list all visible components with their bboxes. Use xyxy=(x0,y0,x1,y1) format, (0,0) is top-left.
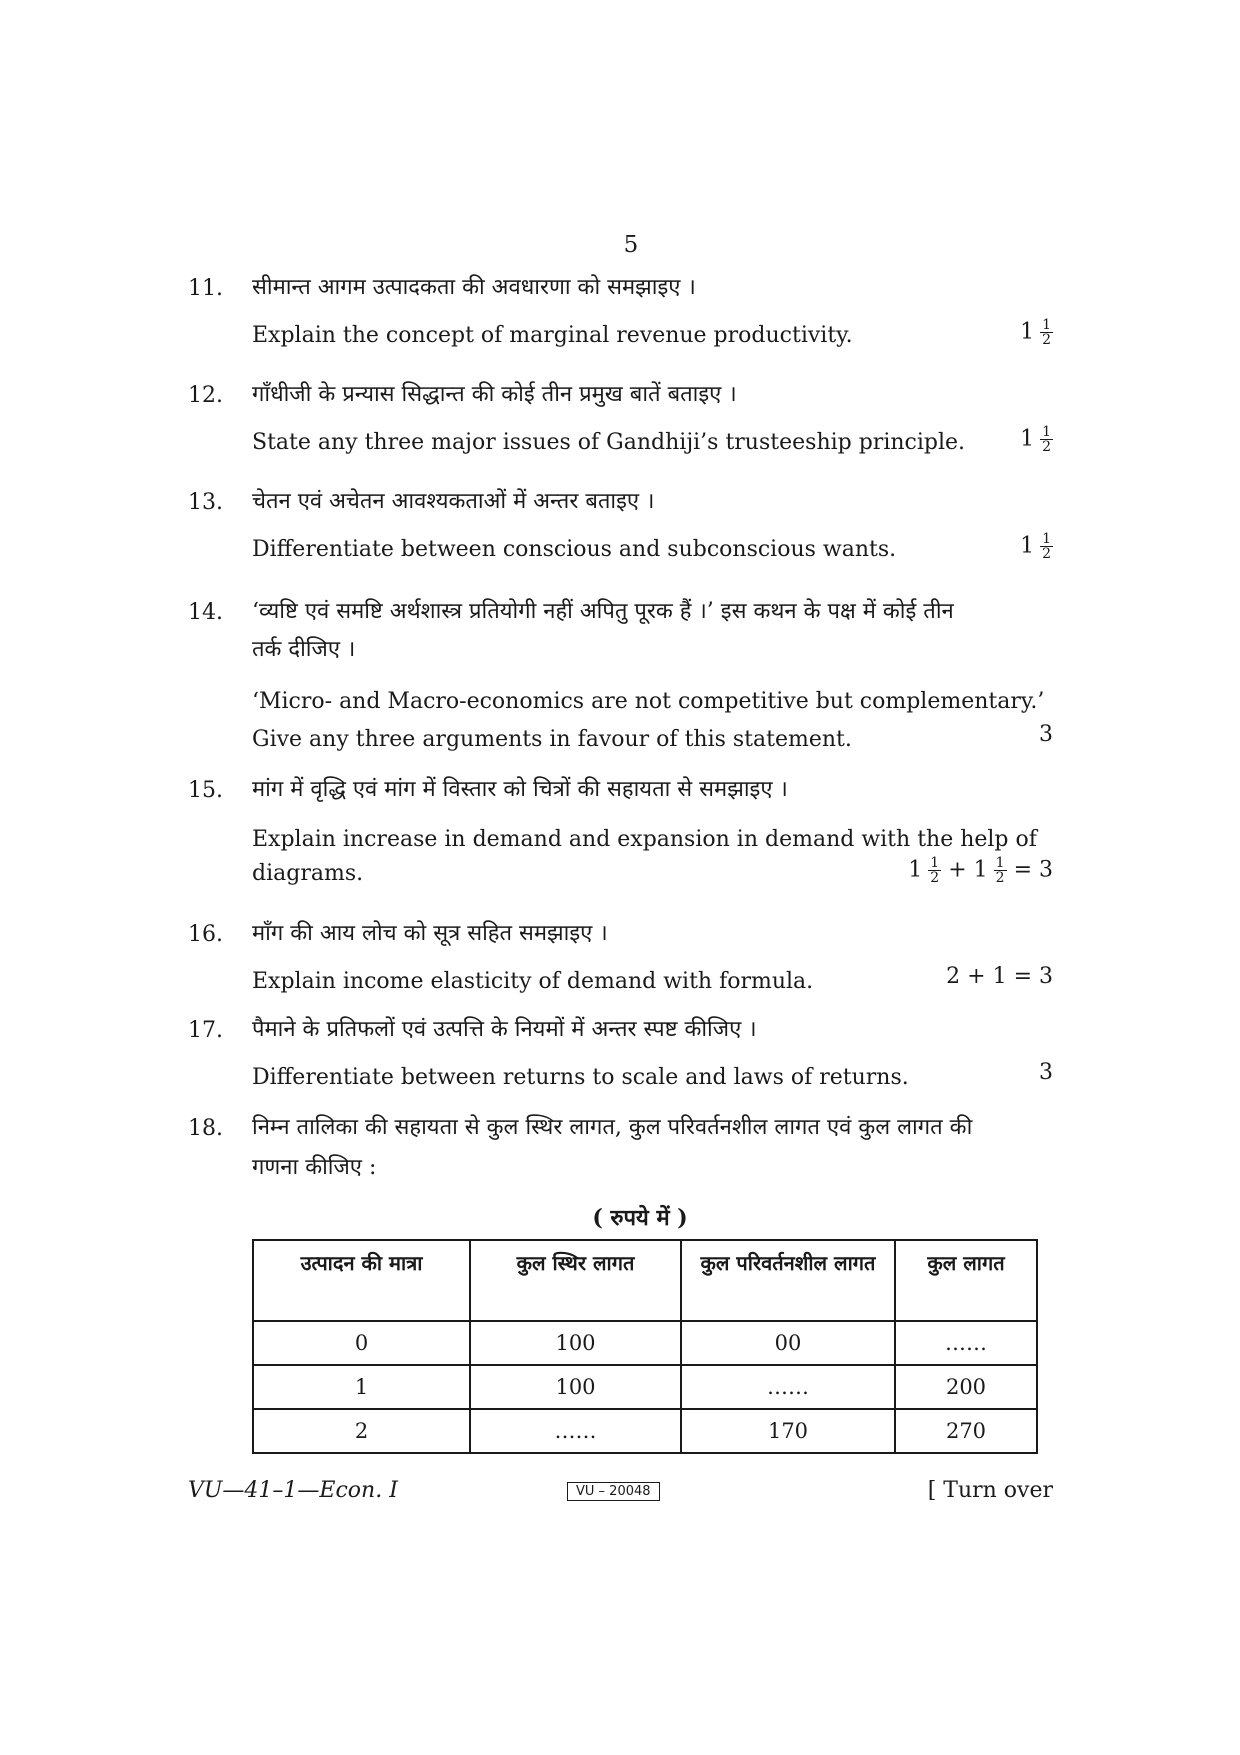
marks: 3 xyxy=(1039,1060,1053,1085)
marks xyxy=(1020,318,1053,347)
column-header: कुल लागत xyxy=(895,1240,1037,1321)
table-cell: …… xyxy=(470,1409,681,1453)
table-cell: 2 xyxy=(253,1409,470,1453)
fraction-numerator: 1 xyxy=(930,855,940,871)
question-hindi: माँग की आय लोच को सूत्र सहित समझाइए । xyxy=(252,921,608,946)
table-cell: 200 xyxy=(895,1365,1037,1409)
marks-fraction xyxy=(1040,318,1053,347)
question-hindi: मांग में वृद्धि एवं मांग में विस्तार को चित्रों की सहायता से समझाइए । xyxy=(252,777,788,802)
page-number: 5 xyxy=(623,232,639,258)
column-header: कुल परिवर्तनशील लागत xyxy=(681,1240,895,1321)
fraction-numerator: 1 xyxy=(1042,531,1051,547)
table-cell: …… xyxy=(895,1321,1037,1365)
table-row xyxy=(253,1321,1037,1365)
table-cell: 00 xyxy=(681,1321,895,1365)
marks xyxy=(908,856,1053,885)
marks-fraction xyxy=(994,856,1007,885)
column-header: उत्पादन की मात्रा xyxy=(253,1240,470,1321)
question-hindi: चेतन एवं अचेतन आवश्यकताओं में अन्तर बताइए । xyxy=(252,489,655,514)
table-cell: …… xyxy=(681,1365,895,1409)
question-hindi-line-1: निम्न तालिका की सहायता से कुल स्थिर लागत, कुल परिवर्तनशील लागत एवं कुल लागत की xyxy=(252,1115,973,1140)
marks-whole: 1 xyxy=(973,857,988,883)
question-english: Explain income elasticity of demand with formula. xyxy=(252,969,814,994)
table-cell: 170 xyxy=(681,1409,895,1453)
marks-plus: + xyxy=(948,857,967,883)
marks-whole: 1 xyxy=(908,857,923,883)
cost-table xyxy=(252,1239,1038,1454)
question-number: 13. xyxy=(188,490,223,515)
table-cell: 0 xyxy=(253,1321,470,1365)
question-number: 17. xyxy=(188,1018,223,1043)
fraction-denominator: 2 xyxy=(1042,439,1051,455)
table-row xyxy=(253,1409,1037,1453)
marks-fraction xyxy=(1040,425,1053,454)
question-english-line-1: Explain increase in demand and expansion in demand with the help of xyxy=(252,827,1037,852)
marks xyxy=(1020,532,1053,561)
question-number: 15. xyxy=(188,778,223,803)
paper-code: VU—41–1—Econ. I xyxy=(188,1478,398,1503)
marks: 2 + 1 = 3 xyxy=(946,964,1053,989)
question-english: Explain the concept of marginal revenue productivity. xyxy=(252,323,853,348)
fraction-denominator: 2 xyxy=(995,870,1005,886)
marks-fraction xyxy=(928,856,941,885)
question-number: 12. xyxy=(188,383,223,408)
fraction-numerator: 1 xyxy=(1042,424,1051,440)
booklet-code-box: VU – 20048 xyxy=(567,1482,660,1501)
question-english-line-2: diagrams. xyxy=(252,861,364,886)
question-hindi: गाँधीजी के प्रन्यास सिद्धान्त की कोई तीन प्रमुख बातें बताइए । xyxy=(252,382,737,407)
question-number: 11. xyxy=(188,276,223,301)
marks xyxy=(1020,425,1053,454)
marks-total: = 3 xyxy=(1013,857,1053,883)
question-hindi-line-2: तर्क दीजिए । xyxy=(252,637,356,662)
table-header-row xyxy=(253,1240,1037,1321)
question-hindi-line-1: ‘व्यष्टि एवं समष्टि अर्थशास्त्र प्रतियोगी नहीं अपितु पूरक हैं ।’ इस कथन के पक्ष में कोई तीन xyxy=(252,599,954,624)
question-english: Differentiate between conscious and subconscious wants. xyxy=(252,537,897,562)
question-english: State any three major issues of Gandhiji’s trusteeship principle. xyxy=(252,430,966,455)
fraction-denominator: 2 xyxy=(1042,332,1051,348)
table-cell: 100 xyxy=(470,1365,681,1409)
question-number: 18. xyxy=(188,1116,223,1141)
marks-fraction xyxy=(1040,532,1053,561)
question-hindi: पैमाने के प्रतिफलों एवं उत्पत्ति के नियमों में अन्तर स्पष्ट कीजिए । xyxy=(252,1017,757,1042)
question-hindi-line-2: गणना कीजिए : xyxy=(252,1155,377,1180)
marks-whole: 1 xyxy=(1020,533,1035,559)
table-unit-label: ( रुपये में ) xyxy=(592,1205,688,1231)
marks-whole: 1 xyxy=(1020,426,1035,452)
table-cell: 1 xyxy=(253,1365,470,1409)
turn-over-note: [ Turn over xyxy=(927,1478,1053,1503)
marks: 3 xyxy=(1039,722,1053,747)
question-hindi: सीमान्त आगम उत्पादकता की अवधारणा को समझाइए । xyxy=(252,275,696,300)
fraction-denominator: 2 xyxy=(1042,546,1051,562)
question-number: 14. xyxy=(188,600,223,625)
question-english-line-2: Give any three arguments in favour of this statement. xyxy=(252,727,852,752)
table-cell: 270 xyxy=(895,1409,1037,1453)
column-header: कुल स्थिर लागत xyxy=(470,1240,681,1321)
question-number: 16. xyxy=(188,922,223,947)
marks-whole: 1 xyxy=(1020,319,1035,345)
table-cell: 100 xyxy=(470,1321,681,1365)
question-english-line-1: ‘Micro- and Macro-economics are not competitive but complementary.’ xyxy=(252,689,1045,714)
fraction-numerator: 1 xyxy=(995,855,1005,871)
fraction-numerator: 1 xyxy=(1042,317,1051,333)
question-english: Differentiate between returns to scale and laws of returns. xyxy=(252,1065,909,1090)
table-row xyxy=(253,1365,1037,1409)
fraction-denominator: 2 xyxy=(930,870,940,886)
